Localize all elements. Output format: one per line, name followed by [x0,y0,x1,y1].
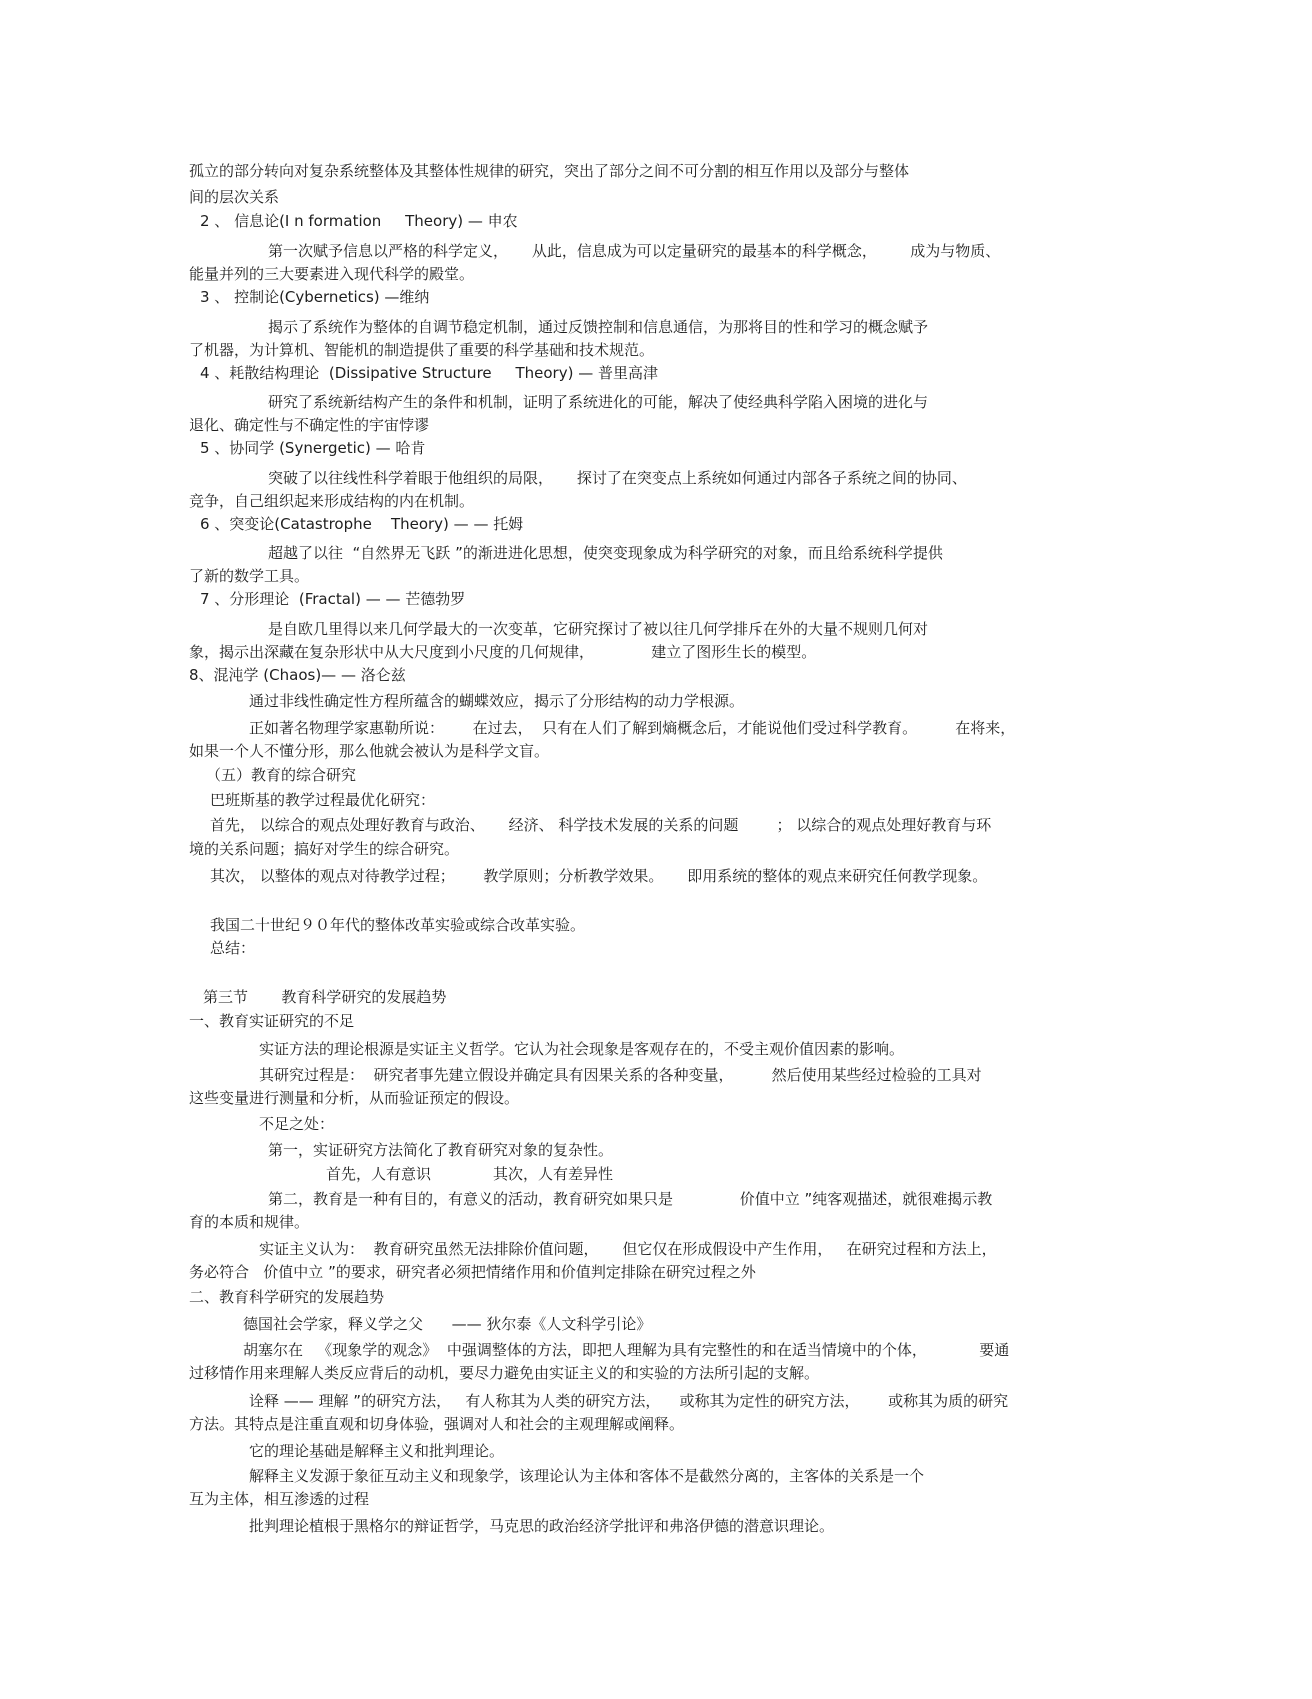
text-line: 象，揭示出深藏在复杂形状中从大尺度到小尺度的几何规律， 建立了图形生长的模型。 [189,643,817,661]
text-line: 首先， 以综合的观点处理好教育与政治、 经济、 科学技术发展的关系的问题 ； 以综合的观点处理好教育与环 [210,816,992,834]
heading-dissipative-structure: 4 、耗散结构理论 (Dissipative Structure Theory) — 普里高津 [200,364,658,382]
text-line: 诠释 —— 理解 ”的研究方法， 有人称其为人类的研究方法， 或称其为定性的研究方法， 或称其为质的研究 [249,1392,1009,1410]
text-line: 它的理论基础是解释主义和批判理论。 [249,1442,505,1460]
text-line: 间的层次关系 [189,188,280,206]
summary-label: 总结： [210,939,256,957]
text-line: 巴班斯基的教学过程最优化研究： [210,791,436,809]
text-line: 揭示了系统作为整体的自调节稳定机制，通过反馈控制和信息通信，为那将目的性和学习的概念赋予 [268,318,929,336]
heading-synergetics: 5 、协同学 (Synergetic) — 哈肯 [200,439,426,457]
text-line: 德国社会学家，释义学之父 —— 狄尔泰《人文科学引论》 [243,1315,652,1333]
heading-cybernetics: 3 、 控制论(Cybernetics) —维纳 [200,288,430,306]
heading-development-trends: 二、教育科学研究的发展趋势 [189,1288,385,1306]
text-line: 不足之处： [259,1115,335,1133]
text-line: 方法。其特点是注重直观和切身体验，强调对人和社会的主观理解或阐释。 [189,1415,685,1433]
text-line: 我国二十世纪９０年代的整体改革实验或综合改革实验。 [210,916,586,934]
text-line: 了新的数学工具。 [189,567,310,585]
text-line: 第二，教育是一种有目的，有意义的活动，教育研究如果只是 价值中立 ”纯客观描述，就很难揭示教 [268,1190,993,1208]
text-line: 互为主体，相互渗透的过程 [189,1490,370,1508]
heading-positivist-shortcomings: 一、教育实证研究的不足 [189,1012,355,1030]
text-line: 突破了以往线性科学着眼于他组织的局限， 探讨了在突变点上系统如何通过内部各子系统之间的协同、 [268,469,967,487]
text-line: 研究了系统新结构产生的条件和机制，证明了系统进化的可能，解决了使经典科学陷入困境的进化与 [268,393,929,411]
text-line: 正如著名物理学家惠勒所说： 在过去， 只有在人们了解到熵概念后，才能说他们受过科学教育。 在将来， [249,719,1016,737]
text-line: 通过非线性确定性方程所蕴含的蝴蝶效应，揭示了分形结构的动力学根源。 [249,692,745,710]
subheading-comprehensive-research: （五）教育的综合研究 [206,766,357,784]
text-line: 孤立的部分转向对复杂系统整体及其整体性规律的研究，突出了部分之间不可分割的相互作用以及部分与整体 [189,162,910,180]
text-line: 其次， 以整体的观点对待教学过程； 教学原则；分析教学效果。 即用系统的整体的观点来研究任何教学现象。 [210,867,988,885]
heading-fractal: 7 、分形理论 (Fractal) — — 芒德勃罗 [200,590,466,608]
heading-catastrophe-theory: 6 、突变论(Catastrophe Theory) — — 托姆 [200,515,524,533]
section-heading-3: 第三节 教育科学研究的发展趋势 [203,988,447,1006]
text-line: 如果一个人不懂分形，那么他就会被认为是科学文盲。 [189,742,550,760]
text-line: 境的关系问题；搞好对学生的综合研究。 [189,840,460,858]
text-line: 育的本质和规律。 [189,1213,310,1231]
text-line: 超越了以往 “自然界无飞跃 ”的渐进进化思想，使突变现象成为科学研究的对象，而且给系统科学提供 [268,544,943,562]
text-line: 了机器，为计算机、智能机的制造提供了重要的科学基础和技术规范。 [189,341,655,359]
text-line: 胡塞尔在 《现象学的观念》 中强调整体的方法，即把人理解为具有完整性的和在适当情境中的个体， 要通 [243,1341,1010,1359]
text-line: 是自欧几里得以来几何学最大的一次变革，它研究探讨了被以往几何学排斥在外的大量不规则几何对 [268,620,929,638]
text-line: 这些变量进行测量和分析，从而验证预定的假设。 [189,1089,520,1107]
text-line: 务必符合 价值中立 ”的要求，研究者必须把情绪作用和价值判定排除在研究过程之外 [189,1263,756,1281]
text-line: 过移情作用来理解人类反应背后的动机，要尽力避免由实证主义的和实验的方法所引起的支解。 [189,1364,820,1382]
text-line: 实证主义认为： 教育研究虽然无法排除价值问题， 但它仅在形成假设中产生作用， 在研究过程和方法上， [259,1240,997,1258]
text-line: 能量并列的三大要素进入现代科学的殿堂。 [189,265,475,283]
heading-information-theory: 2 、 信息论(I n formation Theory) — 申农 [200,212,518,230]
text-line: 解释主义发源于象征互动主义和现象学，该理论认为主体和客体不是截然分离的，主客体的关系是一个 [249,1467,925,1485]
text-line: 实证方法的理论根源是实证主义哲学。它认为社会现象是客观存在的，不受主观价值因素的影响。 [259,1040,905,1058]
text-line: 首先，人有意识 其次，人有差异性 [326,1165,613,1183]
text-line: 其研究过程是： 研究者事先建立假设并确定具有因果关系的各种变量， 然后使用某些经过检验的工具对 [259,1066,982,1084]
text-line: 第一次赋予信息以严格的科学定义， 从此，信息成为可以定量研究的最基本的科学概念， 成为与物质、 [268,242,1001,260]
text-line: 第一，实证研究方法简化了教育研究对象的复杂性。 [268,1141,614,1159]
text-line: 退化、确定性与不确定性的宇宙悖谬 [189,416,430,434]
text-line: 批判理论植根于黑格尔的辩证哲学，马克思的政治经济学批评和弗洛伊德的潜意识理论。 [249,1517,835,1535]
text-line: 竞争，自己组织起来形成结构的内在机制。 [189,492,475,510]
heading-chaos: 8、混沌学 (Chaos)— — 洛仑兹 [189,666,406,684]
